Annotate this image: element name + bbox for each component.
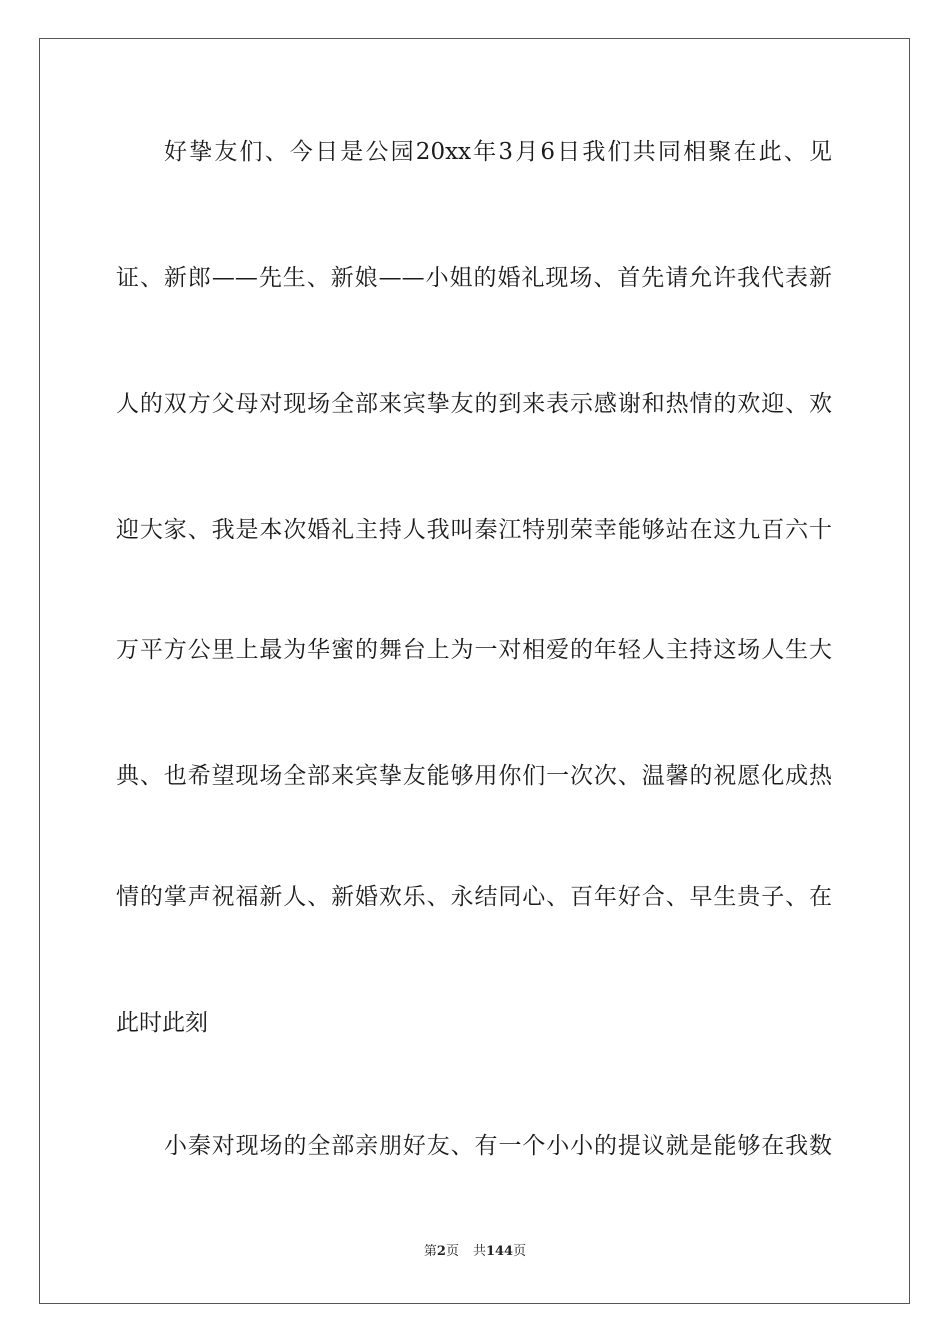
- page-number: 2: [436, 1244, 446, 1259]
- paragraph-1-line-4: 迎大家、我是本次婚礼主持人我叫秦江特别荣幸能够站在这九百六十: [116, 517, 832, 543]
- paragraph-1-line-2: 证、新郎——先生、新娘——小姐的婚礼现场、首先请允许我代表新: [116, 265, 832, 291]
- paragraph-1-line-8: 此时此刻: [116, 1010, 208, 1036]
- total-pages: 144: [485, 1244, 514, 1259]
- paragraph-1-line-1: 好挚友们、今日是公园20xx年3月6日我们共同相聚在此、见: [164, 139, 832, 165]
- page-prefix: 第: [423, 1244, 437, 1259]
- paragraph-1-line-6: 典、也希望现场全部来宾挚友能够用你们一次次、温馨的祝愿化成热: [116, 763, 832, 789]
- total-suffix: 页: [513, 1244, 527, 1259]
- paragraph-2-line-1: 小秦对现场的全部亲朋好友、有一个小小的提议就是能够在我数: [164, 1133, 832, 1159]
- total-prefix: 共: [472, 1244, 486, 1259]
- page-border: [39, 38, 910, 1304]
- page-suffix: 页: [445, 1244, 459, 1259]
- page-footer: [0, 1243, 950, 1261]
- paragraph-1-line-7: 情的掌声祝福新人、新婚欢乐、永结同心、百年好合、早生贵子、在: [116, 884, 832, 910]
- paragraph-1-line-5: 万平方公里上最为华蜜的舞台上为一对相爱的年轻人主持这场人生大: [116, 637, 832, 663]
- paragraph-1-line-3: 人的双方父母对现场全部来宾挚友的到来表示感谢和热情的欢迎、欢: [116, 391, 832, 417]
